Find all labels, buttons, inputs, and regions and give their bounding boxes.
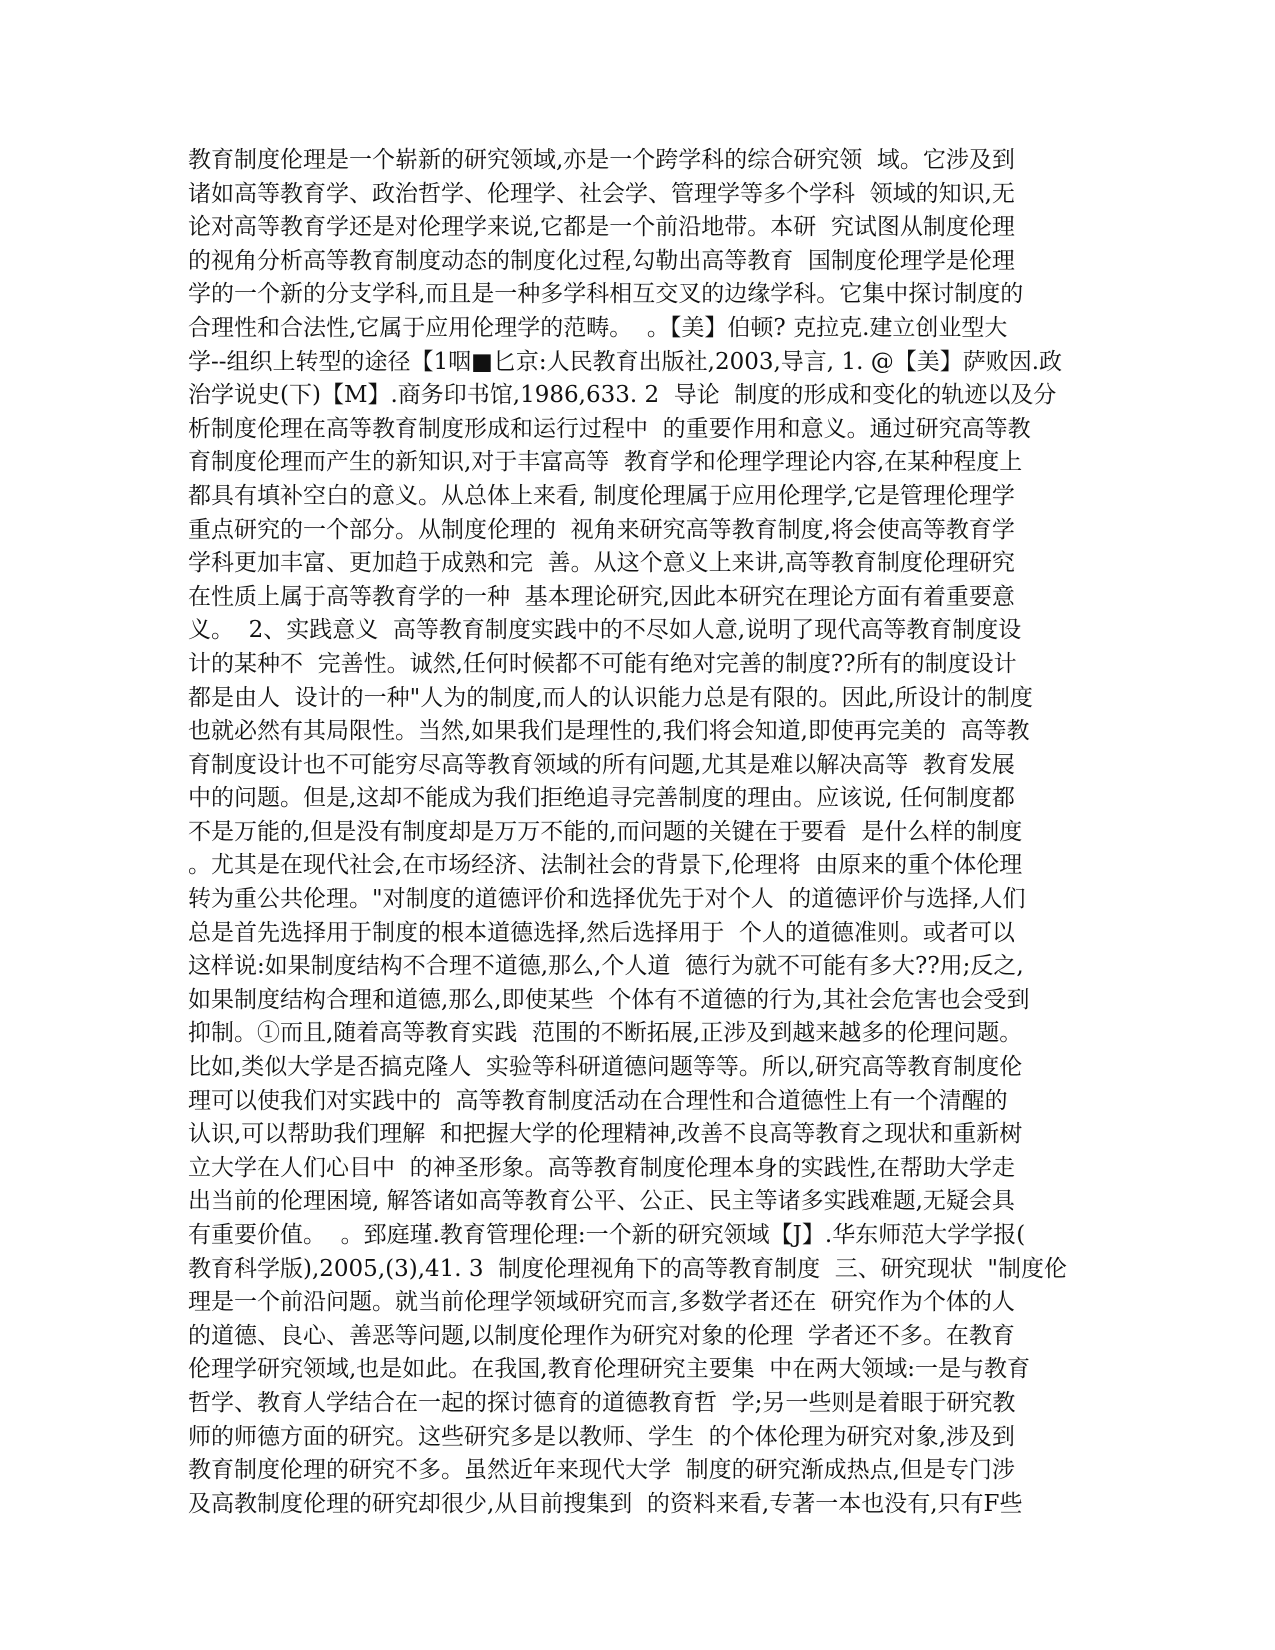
text-line: 重点研究的一个部分。从制度伦理的 视角来研究高等教育制度,将会使高等教育学 bbox=[188, 516, 1015, 543]
text-line: 中的问题。但是,这却不能成为我们拒绝追寻完善制度的理由。应该说, 任何制度都 bbox=[188, 785, 1015, 812]
text-line: 的道德、良心、善恶等问题,以制度伦理作为研究对象的伦理 学者还不多。在教育 bbox=[188, 1322, 1015, 1349]
body-text bbox=[188, 144, 1088, 1521]
text-line: 师的师德方面的研究。这些研究多是以教师、学生 的个体伦理为研究对象,涉及到 bbox=[188, 1423, 1015, 1450]
text-line: 及高教制度伦理的研究却很少,从目前搜集到 的资料来看,专著一本也没有,只有F些 bbox=[188, 1490, 1023, 1517]
text-line: 理是一个前沿问题。就当前伦理学领域研究而言,多数学者还在 研究作为个体的人 bbox=[188, 1289, 1015, 1316]
text-line: 。尤其是在现代社会,在市场经济、法制社会的背景下,伦理将 由原来的重个体伦理 bbox=[188, 852, 1023, 879]
text-line: 析制度伦理在高等教育制度形成和运行过程中 的重要作用和意义。通过研究高等教 bbox=[188, 415, 1031, 442]
text-line: 立大学在人们心目中 的神圣形象。高等教育制度伦理本身的实践性,在帮助大学走 bbox=[188, 1154, 1015, 1181]
text-line: 也就必然有其局限性。当然,如果我们是理性的,我们将会知道,即使再完美的 高等教 bbox=[188, 718, 1030, 745]
text-line: 不是万能的,但是没有制度却是万万不能的,而问题的关键在于要看 是什么样的制度 bbox=[188, 818, 1023, 845]
text-line: 诸如高等教育学、政治哲学、伦理学、社会学、管理学等多个学科 领域的知识,无 bbox=[188, 180, 1015, 207]
text-line: 计的某种不 完善性。诚然,任何时候都不可能有绝对完善的制度??所有的制度设计 bbox=[188, 650, 1017, 677]
text-line: 论对高等教育学还是对伦理学来说,它都是一个前沿地带。本研 究试图从制度伦理 bbox=[188, 214, 1015, 241]
text-line: 比如,类似大学是否搞克隆人 实验等科研道德问题等等。所以,研究高等教育制度伦 bbox=[188, 1054, 1023, 1081]
text-line: 伦理学研究领域,也是如此。在我国,教育伦理研究主要集 中在两大领域:一是与教育 bbox=[188, 1356, 1030, 1383]
text-line: 学科更加丰富、更加趋于成熟和完 善。从这个意义上来讲,高等教育制度伦理研究 bbox=[188, 550, 1015, 577]
text-line: 哲学、教育人学结合在一起的探讨德育的道德教育哲 学;另一些则是着眼于研究教 bbox=[188, 1389, 1016, 1416]
text-line: 如果制度结构合理和道德,那么,即使某些 个体有不道德的行为,其社会危害也会受到 bbox=[188, 986, 1030, 1013]
text-line: 义。 2、实践意义 高等教育制度实践中的不尽如人意,说明了现代高等教育制度设 bbox=[188, 617, 1022, 644]
text-line: 都是由人 设计的一种"人为的制度,而人的认识能力总是有限的。因此,所设计的制度 bbox=[188, 684, 1033, 711]
text-line: 学--组织上转型的途径【1咽■匕京:人民教育出版社,2003,导言, 1. @【美】萨败因.政 bbox=[188, 348, 1062, 375]
text-line: 这样说:如果制度结构不合理不道德,那么,个人道 德行为就不可能有多大??用;反之, bbox=[188, 953, 1024, 980]
text-line: 在性质上属于高等教育学的一种 基本理论研究,因此本研究在理论方面有着重要意 bbox=[188, 583, 1015, 610]
text-line: 合理性和合法性,它属于应用伦理学的范畴。 。【美】伯顿? 克拉克.建立创业型大 bbox=[188, 314, 1008, 341]
text-line: 教育科学版),2005,(3),41. 3 制度伦理视角下的高等教育制度 三、研究现状 "制度伦 bbox=[188, 1255, 1067, 1282]
text-line: 学的一个新的分支学科,而且是一种多学科相互交叉的边缘学科。它集中探讨制度的 bbox=[188, 281, 1024, 308]
text-line: 教育制度伦理是一个崭新的研究领域,亦是一个跨学科的综合研究领 域。它涉及到 bbox=[188, 147, 1015, 173]
text-line: 有重要价值。 。郅庭瑾.教育管理伦理:一个新的研究领域【J】.华东师范大学学报( bbox=[188, 1222, 1026, 1248]
text-line: 都具有填补空白的意义。从总体上来看, 制度伦理属于应用伦理学,它是管理伦理学 bbox=[188, 482, 1015, 509]
text-line: 认识,可以帮助我们理解 和把握大学的伦理精神,改善不良高等教育之现状和重新树 bbox=[188, 1121, 1023, 1148]
text-line: 出当前的伦理困境, 解答诸如高等教育公平、公正、民主等诸多实践难题,无疑会具 bbox=[188, 1188, 1015, 1215]
text-line: 转为重公共伦理。"对制度的道德评价和选择优先于对个人 的道德评价与选择,人们 bbox=[188, 886, 1026, 913]
text-line: 总是首先选择用于制度的根本道德选择,然后选择用于 个人的道德准则。或者可以 bbox=[188, 919, 1015, 946]
text-line: 抑制。①而且,随着高等教育实践 范围的不断拓展,正涉及到越来越多的伦理问题。 bbox=[188, 1020, 1023, 1047]
text-line: 的视角分析高等教育制度动态的制度化过程,勾勒出高等教育 国制度伦理学是伦理 bbox=[188, 247, 1015, 274]
text-line: 教育制度伦理的研究不多。虽然近年来现代大学 制度的研究渐成热点,但是专门涉 bbox=[188, 1457, 1015, 1484]
text-line: 育制度设计也不可能穷尽高等教育领域的所有问题,尤其是难以解决高等 教育发展 bbox=[188, 751, 1015, 778]
text-line: 治学说史(下)【M】.商务印书馆,1986,633. 2 导论 制度的形成和变化的轨迹以及分 bbox=[188, 382, 1057, 409]
text-line: 育制度伦理而产生的新知识,对于丰富高等 教育学和伦理学理论内容,在某种程度上 bbox=[188, 449, 1023, 476]
text-line: 理可以使我们对实践中的 高等教育制度活动在合理性和合道德性上有一个清醒的 bbox=[188, 1087, 1008, 1114]
